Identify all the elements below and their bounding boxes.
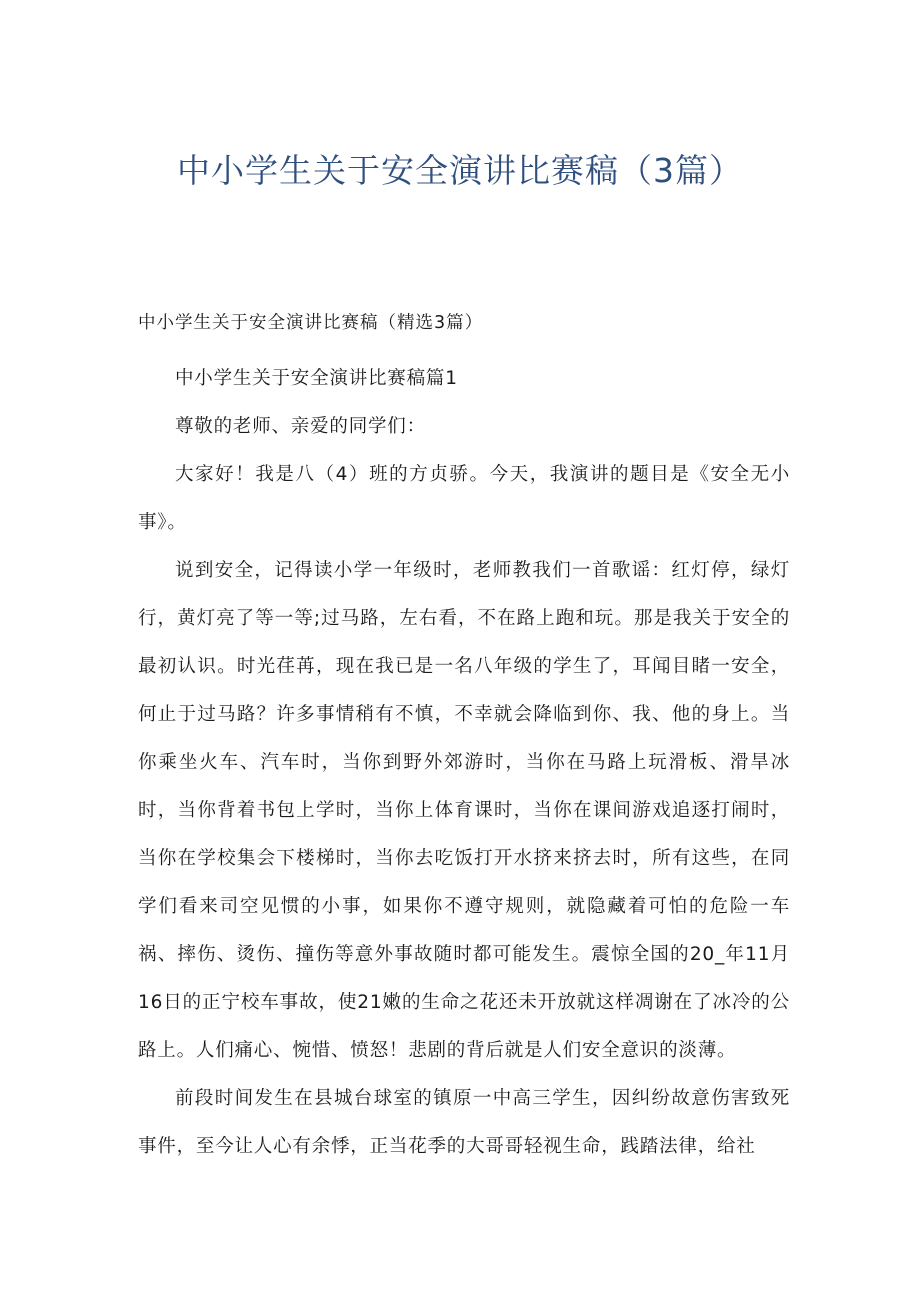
body-paragraph: 大家好！我是八（4）班的方贞骄。今天，我演讲的题目是《安全无小事》。: [138, 464, 790, 533]
body-paragraph: 前段时间发生在县城台球室的镇原一中高三学生，因纠纷故意伤害致死事件，至今让人心有余悸，正当花季的大哥哥轻视生命，践踏法律，给社: [138, 1088, 790, 1157]
document-subtitle: 中小学生关于安全演讲比赛稿（精选3篇）: [138, 313, 484, 333]
document-body: [138, 355, 790, 1171]
section-heading: 中小学生关于安全演讲比赛稿篇1: [175, 368, 458, 389]
body-paragraph: 说到安全，记得读小学一年级时，老师教我们一首歌谣：红灯停，绿灯行，黄灯亮了等一等;过马路，左右看，不在路上跑和玩。那是我关于安全的最初认识。时光荏苒，现在我已是一名八年级的学生了，耳闻目睹一安全，何止于过马路？许多事情稍有不慎，不幸就会降临到你、我、他的身上。当你乘坐火车、汽车时，当你到野外郊游时，当你在马路上玩滑板、滑旱冰时，当你背着书包上学时，当你上体育课时，当你在课间游戏追逐打闹时，当你在学校集会下楼梯时，当你去吃饭打开水挤来挤去时，所有这些，在同学们看来司空见惯的小事，如果你不遵守规则，就隐藏着可怕的危险一车祸、摔伤、烫伤、撞伤等意外事故随时都可能发生。震惊全国的20_年11月16日的正宁校车事故，使21嫩的生命之花还未开放就这样凋谢在了冰冷的公路上。人们痛心、惋惜、愤怒！悲剧的背后就是人们安全意识的淡薄。: [138, 560, 790, 1061]
salutation: 尊敬的老师、亲爱的同学们：: [175, 416, 426, 437]
document-title: 中小学生关于安全演讲比赛稿（3篇）: [177, 151, 743, 190]
